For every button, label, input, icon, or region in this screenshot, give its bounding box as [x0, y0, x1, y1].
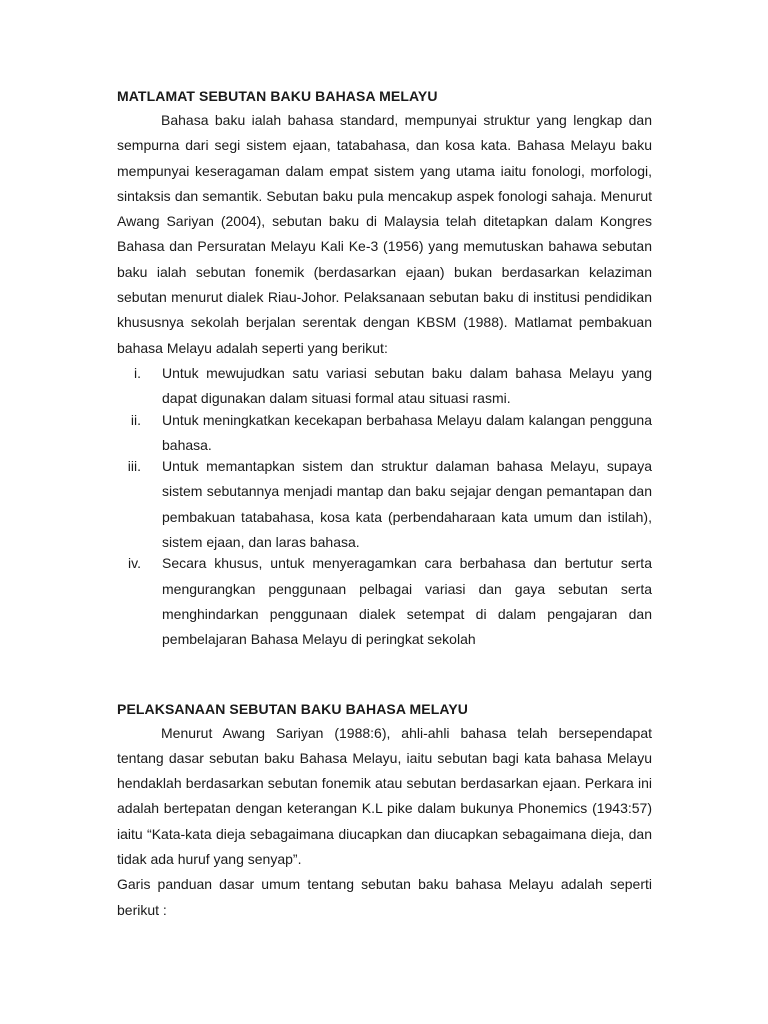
list-item-text: Untuk mewujudkan satu variasi sebutan baku dalam bahasa Melayu yang dapat digunakan dalam situasi formal atau situasi rasmi.	[162, 364, 652, 407]
list-item-text: Secara khusus, untuk menyeragamkan cara berbahasa dan bertutur serta mengurangkan penggunaan pelbagai variasi dan gaya sebutan serta menghindarkan penggunaan dialek setempat di dalam pengajaran dan pembelajaran Bahasa Melayu di peringkat sekolah	[162, 555, 652, 648]
list-item-text: Untuk memantapkan sistem dan struktur dalaman bahasa Melayu, supaya sistem sebutannya menjadi mantap dan baku sejajar dengan pemantapan dan pembakuan tatabahasa, kosa kata (perbendaharaan kata umum dan istilah), sistem ejaan, dan laras bahasa.	[162, 458, 652, 551]
intro-paragraph: Bahasa baku ialah bahasa standard, mempunyai struktur yang lengkap dan sempurna dari segi sistem ejaan, tatabahasa, dan kosa kata. Bahasa Melayu baku mempunyai keseragaman dalam empat sistem yang utama iaitu fonologi, morfologi, sintaksis dan semantik. Sebutan baku pula mencakup aspek fonologi sahaja. Menurut Awang Sariyan (2004), sebutan baku di Malaysia telah ditetapkan dalam Kongres Bahasa dan Persuratan Melayu Kali Ke-3 (1956) yang memutuskan bahawa sebutan baku ialah sebutan fonemik (berdasarkan ejaan) bukan berdasarkan kelaziman sebutan menurut dialek Riau-Johor. Pelaksanaan sebutan baku di institusi pendidikan khususnya sekolah berjalan serentak dengan KBSM (1988). Matlamat pembakuan bahasa Melayu adalah seperti yang berikut:	[117, 112, 652, 356]
list-item	[117, 408, 652, 459]
list-item	[117, 361, 652, 412]
body-paragraph: Garis panduan dasar umum tentang sebutan baku bahasa Melayu adalah seperti berikut :	[117, 876, 652, 918]
list-marker: i.	[134, 364, 141, 381]
body-paragraph: Menurut Awang Sariyan (1988:6), ahli-ahli bahasa telah bersependapat tentang dasar sebutan baku Bahasa Melayu, iaitu sebutan bagi kata bahasa Melayu hendaklah berdasarkan sebutan fonemik atau sebutan berdasarkan ejaan. Perkara ini adalah bertepatan dengan keterangan K.L pike dalam bukunya Phonemics (1943:57) iaitu “Kata-kata dieja sebagaimana diucapkan dan diucapkan sebagaimana dieja, dan tidak ada huruf yang senyap”.	[117, 724, 652, 868]
list-item-text: Untuk meningkatkan kecekapan berbahasa Melayu dalam kalangan pengguna bahasa.	[162, 411, 652, 453]
section-heading-matlamat: MATLAMAT SEBUTAN BAKU BAHASA MELAYU	[117, 88, 438, 104]
section-heading-pelaksanaan: PELAKSANAAN SEBUTAN BAKU BAHASA MELAYU	[117, 700, 468, 717]
list-marker: iii.	[127, 458, 141, 475]
section-spacer	[117, 653, 652, 697]
list-marker: ii.	[130, 411, 141, 428]
list-item	[117, 551, 652, 652]
document-page	[117, 84, 652, 923]
objectives-list	[117, 361, 652, 653]
list-marker: iv.	[128, 555, 141, 572]
list-item	[117, 454, 652, 555]
